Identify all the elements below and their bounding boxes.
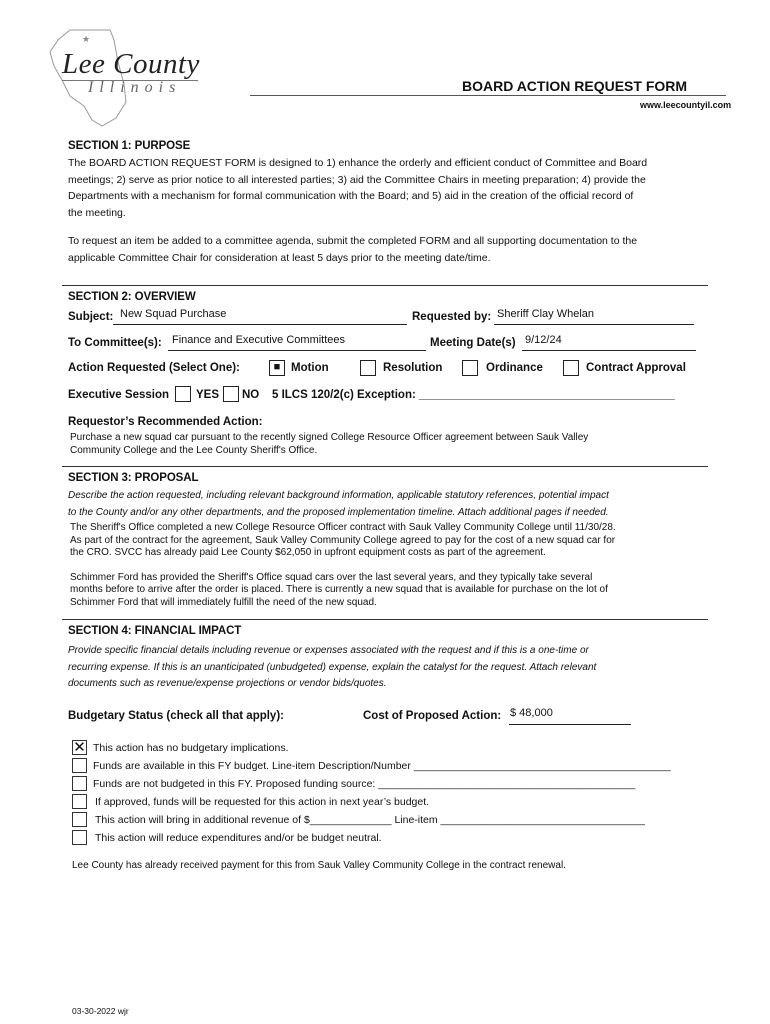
- cost-field[interactable]: $ 48,000: [510, 707, 553, 719]
- contract-approval-checkbox[interactable]: [563, 360, 579, 376]
- budget-option-checkbox[interactable]: [72, 830, 87, 845]
- section1-title: SECTION 1: PURPOSE: [68, 140, 191, 152]
- section1-line: Departments with a mechanism for formal communication with the Board; and 5) aid in the creation of the official record of: [68, 190, 634, 202]
- section1-text: [68, 155, 718, 266]
- section-divider: [62, 619, 708, 620]
- section4-instructions: [68, 643, 718, 693]
- header-rule: [250, 95, 726, 96]
- committees-label: To Committee(s):: [68, 337, 162, 349]
- budget-option-label: This action has no budgetary implications.: [93, 742, 289, 754]
- svg-text:★: ★: [82, 35, 91, 45]
- budgetary-status-label: Budgetary Status (check all that apply):: [68, 710, 284, 722]
- exec-no-checkbox[interactable]: [223, 386, 239, 402]
- subject-label: Subject:: [68, 311, 114, 323]
- contract-approval-label: Contract Approval: [586, 362, 686, 374]
- budget-option-label: Funds are available in this FY budget. Line-item Description/Number ____________________________________________: [93, 760, 671, 772]
- section1-line: meetings; 2) serve as prior notice to all interested parties; 3) aid the Committee Chairs in meeting preparation; 4) provide the: [68, 173, 646, 186]
- exec-no-label: NO: [242, 389, 260, 401]
- proposal-line: The Sheriff's Office completed a new College Resource Officer contract with Sauk Valley Community College until 11/30/28.: [70, 522, 616, 533]
- budget-option-checkbox[interactable]: [72, 758, 87, 773]
- logo-county-name: Lee County: [62, 48, 200, 80]
- form-revision-code: 03-30-2022 wjr: [72, 1006, 129, 1016]
- budget-option-checkbox[interactable]: ✕: [73, 739, 86, 756]
- committees-field[interactable]: Finance and Executive Committees: [172, 334, 346, 346]
- section3-instr-line: Describe the action requested, including relevant background information, applicable statutory references, potential impact: [68, 490, 609, 501]
- budget-option-label: This action will reduce expenditures and/or be budget neutral.: [95, 832, 382, 844]
- motion-checkbox[interactable]: ■: [269, 360, 285, 376]
- proposal-line: Schimmer Ford has provided the Sheriff's Office squad cars over the last several years, and they typically take several: [70, 571, 593, 583]
- website-link[interactable]: www.leecountyil.com: [640, 100, 732, 110]
- section4-title: SECTION 4: FINANCIAL IMPACT: [68, 625, 242, 637]
- section1-line: The BOARD ACTION REQUEST FORM is designed to 1) enhance the orderly and efficient conduct of Committee and Board: [68, 157, 648, 169]
- resolution-checkbox[interactable]: [360, 360, 376, 376]
- budget-option-label: This action will bring in additional revenue of $______________ Line-item ___________________________________: [95, 814, 645, 826]
- exception-field[interactable]: 5 ILCS 120/2(c) Exception: ________________________________________: [272, 389, 675, 401]
- logo-state-name: Illinois: [88, 79, 182, 96]
- section3-instructions: [68, 488, 718, 521]
- budget-option-checkbox[interactable]: [72, 812, 87, 827]
- proposal-line: Schimmer Ford that will immediately fulfill the need of the new squad.: [70, 596, 377, 608]
- form-title: BOARD ACTION REQUEST FORM: [462, 78, 688, 94]
- cost-label: Cost of Proposed Action:: [363, 710, 502, 722]
- proposal-line: months before to arrive after the order is placed. There is currently a new squad that is available for purchase on the lot of: [70, 584, 608, 595]
- recommended-action-line: Purchase a new squad car pursuant to the recently signed College Resource Officer agreement between Sauk Valley: [70, 432, 589, 443]
- requested-by-label: Requested by:: [412, 311, 492, 323]
- proposal-line: the CRO. SVCC has already paid Lee County $62,050 in upfront equipment costs as part of the agreement.: [70, 547, 546, 558]
- section4-instr-line: documents such as revenue/expense projections or vendor bids/quotes.: [68, 678, 387, 689]
- section2-title: SECTION 2: OVERVIEW: [68, 291, 196, 303]
- subject-field[interactable]: New Squad Purchase: [120, 308, 227, 320]
- resolution-label: Resolution: [383, 362, 443, 374]
- section1-line: the meeting.: [68, 206, 126, 219]
- ordinance-label: Ordinance: [486, 362, 543, 374]
- ordinance-checkbox[interactable]: [462, 360, 478, 376]
- section-divider: [62, 285, 708, 286]
- section3-title: SECTION 3: PROPOSAL: [68, 472, 199, 484]
- meeting-date-field[interactable]: 9/12/24: [525, 334, 562, 346]
- recommended-action-line: Community College and the Lee County Sheriff's Office.: [70, 444, 318, 456]
- budget-option-label: Funds are not budgeted in this FY. Proposed funding source: ____________________________________________: [93, 778, 636, 790]
- exec-yes-label: YES: [196, 389, 220, 401]
- motion-label: Motion: [291, 362, 329, 374]
- section4-instr-line: Provide specific financial details including revenue or expenses associated with the request and if this is a one-time or: [68, 645, 589, 656]
- section3-instr-line: to the County and/or any other departments, and the proposed implementation timeline. Attach additional pages if needed.: [68, 506, 609, 518]
- action-requested-label: Action Requested (Select One):: [68, 362, 240, 374]
- recommended-action-field[interactable]: [70, 432, 710, 457]
- financial-notes-field[interactable]: Lee County has already received payment for this from Sauk Valley Community College in the contract renewal.: [72, 860, 566, 871]
- section-divider: [62, 466, 708, 467]
- section4-instr-line: recurring expense. If this is an unanticipated (unbudgeted) expense, explain the catalyst for the request. Attach relevant: [68, 661, 597, 673]
- proposal-line: As part of the contract for the agreement, Sauk Valley Community College agreed to pay for the cost of a new squad car for: [70, 534, 616, 546]
- section1-line: applicable Committee Chair for consideration at least 5 days prior to the meeting date/time.: [68, 251, 491, 264]
- recommended-action-label: Requestor’s Recommended Action:: [68, 416, 263, 428]
- executive-session-label: Executive Session: [68, 389, 169, 401]
- budget-option-checkbox[interactable]: [72, 794, 87, 809]
- exec-yes-checkbox[interactable]: [175, 386, 191, 402]
- section1-line: To request an item be added to a committee agenda, submit the completed FORM and all supporting documentation to the: [68, 235, 638, 247]
- proposal-field[interactable]: [70, 522, 720, 609]
- budget-option-checkbox[interactable]: [72, 776, 87, 791]
- meeting-date-label: Meeting Date(s): [430, 337, 516, 349]
- budget-option-label: If approved, funds will be requested for this action in next year’s budget.: [95, 796, 430, 808]
- requested-by-field[interactable]: Sheriff Clay Whelan: [497, 308, 595, 320]
